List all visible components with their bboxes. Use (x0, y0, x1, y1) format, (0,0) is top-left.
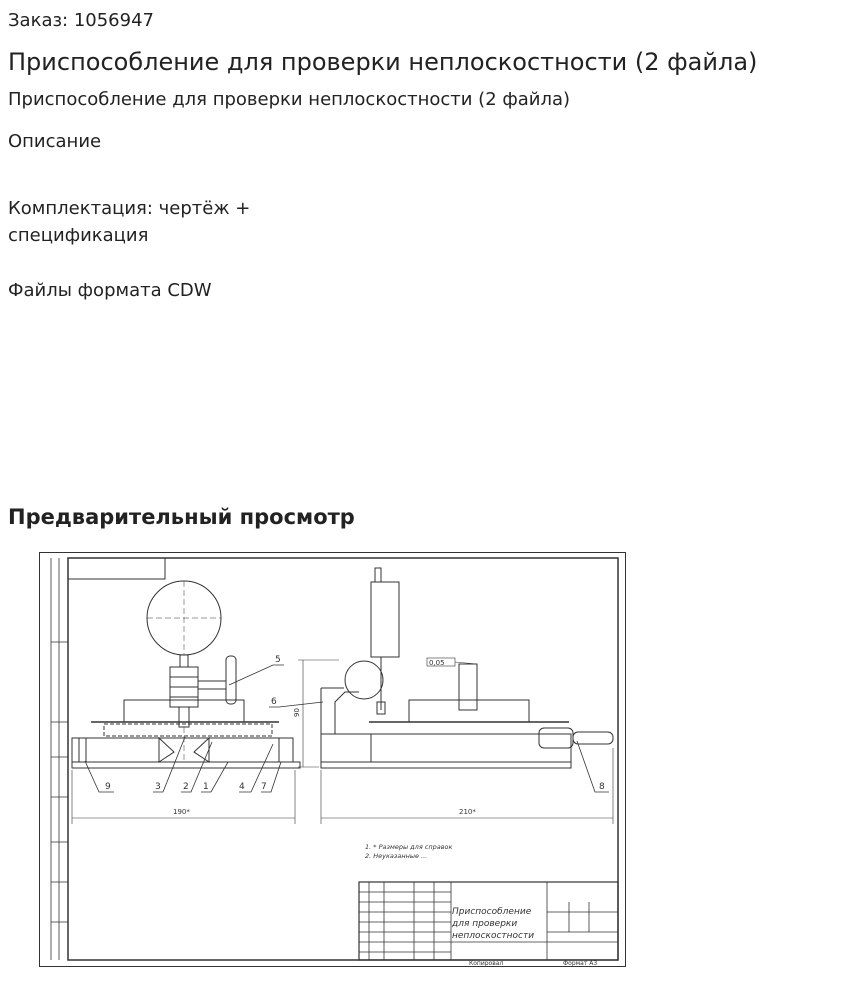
stamp-copied: Копировал (469, 960, 504, 967)
page-title: Приспособление для проверки неплоскостности (2 файла) (8, 48, 758, 76)
callout-7: 7 (261, 782, 267, 792)
callout-2: 2 (183, 782, 189, 792)
callout-4: 4 (239, 782, 245, 792)
tolerance-label: 0,05 (429, 659, 445, 667)
callout-8: 8 (599, 782, 605, 792)
stamp-title: Приспособление для проверки неплоскостности (452, 907, 535, 940)
callout-1: 1 (203, 782, 209, 792)
stamp-format: Формат A3 (563, 960, 598, 967)
left-width-dim: 190* (173, 808, 190, 816)
description-heading: Описание (8, 131, 102, 152)
formats-text: Файлы формата CDW (8, 280, 212, 301)
order-number: Заказ: 1056947 (8, 10, 154, 31)
preview-heading: Предварительный просмотр (8, 505, 355, 529)
note-2: 2. Неуказанные ... (365, 852, 428, 860)
drawing-preview[interactable] (39, 552, 626, 967)
sheet-border (40, 553, 626, 967)
callout-6: 6 (271, 697, 277, 707)
callout-3: 3 (155, 782, 161, 792)
height-dim: 90 (293, 708, 301, 717)
callout-5: 5 (275, 655, 281, 665)
kit-text: Комплектация: чертёж + спецификация (8, 198, 251, 246)
stamp-title-wrap (452, 906, 546, 940)
note-1: 1. * Размеры для справок (365, 843, 453, 851)
callout-9: 9 (105, 782, 111, 792)
right-width-dim: 210* (459, 808, 476, 816)
page-subtitle: Приспособление для проверки неплоскостности (2 файла) (8, 89, 571, 110)
